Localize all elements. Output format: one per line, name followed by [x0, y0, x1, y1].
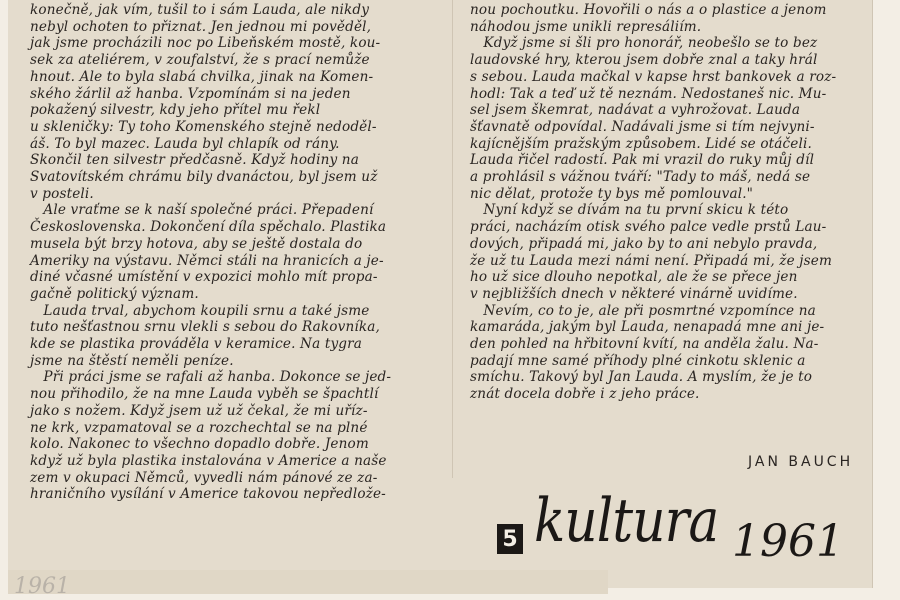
masthead-title: kultura — [534, 486, 719, 556]
article-line: u skleničky: Ty toho Komenského stejně nedoděl- — [30, 118, 377, 135]
article-line: kamaráda, jakým byl Lauda, nenapadá mne ani je- — [470, 319, 825, 336]
article-line: Svatovítském chrámu bily dvanáctou, byl jsem už — [30, 169, 378, 186]
article-line: Lauda trval, abychom koupili srnu a také jsme — [30, 302, 370, 319]
author-signature: JAN BAUCH — [748, 454, 854, 470]
article-line: kajícnějším pražským způsobem. Lidé se otáčeli. — [470, 135, 812, 152]
article-line: jsme na štěstí neměli peníze. — [30, 352, 234, 369]
article-line: konečně, jak vím, tušil to i sám Lauda, ale nikdy — [30, 2, 370, 18]
article-line: nou přihodilo, že na mne Lauda vyběh se špachtlí — [30, 386, 379, 403]
article-line: tuto nešťastnou srnu vlekli s sebou do Rakovníka, — [30, 319, 380, 336]
article-line: sel jsem škemrat, nadávat a vyhrožovat. Lauda — [470, 102, 801, 119]
article-line: dových, připadá mi, jako by to ani nebylo pravda, — [470, 235, 818, 252]
masthead-year: 1961 — [732, 516, 844, 567]
article-line: zem v okupaci Němců, vyvedli nám pánové ze za- — [30, 469, 378, 486]
article-line: áš. To byl mazec. Lauda byl chlapík od rány. — [30, 135, 340, 152]
article-line: v nejbližších dnech v některé vinárně uvidíme. — [470, 285, 798, 302]
article-line: šťavnatě odpovídal. Nadávali jsme si tím nejvyni- — [470, 118, 815, 135]
article-line: hraničního vysílání v Americe takovou nepředlože- — [30, 486, 386, 503]
article-line: kde se plastika prováděla v keramice. Na tygra — [30, 336, 363, 353]
article-line: kolo. Nakonec to všechno dopadlo dobře. Jenom — [30, 436, 369, 453]
pencil-annotation: 1961 — [14, 574, 70, 599]
article-line: znát docela dobře i z jeho práce. — [470, 386, 700, 403]
article-line: sek za ateliérem, v zoufalství, že s prací nemůže — [30, 52, 370, 69]
article-line: Když jsme si šli pro honorář, neobešlo se to bez — [470, 35, 818, 52]
article-line: laudovské hry, kterou jsem dobře znal a taky hrál — [470, 52, 818, 69]
article-line: hodl: Tak a teď už tě neznám. Nedostaneš nic. Mu- — [470, 85, 827, 102]
article-line: Ameriky na výstavu. Němci stáli na hranicích a je- — [30, 252, 384, 269]
article-line: Při práci jsme se rafali až hanba. Dokonce se jed- — [30, 369, 392, 386]
article-line: jako s nožem. Když jsem už už čekal, že mi uříz- — [30, 402, 368, 419]
article-line: Lauda řičel radostí. Pak mi vrazil do ruky můj díl — [470, 152, 815, 169]
article-line: padají mne samé příhody plné cinkotu sklenic a — [470, 352, 806, 369]
article-line: Nyní když se dívám na tu první skicu k této — [470, 202, 789, 219]
article-line: práci, nacházím otisk svého palce vedle prstů Lau- — [470, 219, 827, 236]
article-line: nou pochoutku. Hovořili o nás a o plastice a jenom — [470, 2, 827, 18]
article-line: nebyl ochoten to přiznat. Jen jednou mi pověděl, — [30, 18, 372, 35]
article-line: ského žárlil až hanba. Vzpomínám si na jeden — [30, 85, 351, 102]
clipping-shadow — [8, 570, 608, 594]
article-column-left — [30, 0, 440, 503]
article-line: a prohlásil s vážnou tváří: "Tady to máš, nedá se — [470, 169, 811, 186]
article-line: Ale vraťme se k naší společné práci. Přepadení — [30, 202, 374, 219]
article-line: musela být brzy hotova, aby se ještě dostala do — [30, 235, 363, 252]
article-line: jak jsme procházili noc po Libeňském mostě, kou- — [30, 35, 381, 52]
article-line: smíchu. Takový byl Jan Lauda. A myslím, že je to — [470, 369, 813, 386]
column-divider — [452, 0, 453, 478]
article-line: Nevím, co to je, ale při posmrtné vzpomínce na — [470, 302, 816, 319]
article-line: náhodou jsme unikli represáliím. — [470, 18, 702, 35]
article-line: že už tu Lauda mezi námi není. Připadá mi, že jsem — [470, 252, 833, 269]
article-line: ho už sice dlouho nepotkal, ale že se přece jen — [470, 269, 798, 286]
issue-number-box: 5 — [497, 524, 523, 554]
article-line: den pohled na hřbitovní kvítí, na anděla žalu. Na- — [470, 336, 819, 353]
article-line: hnout. Ale to byla slabá chvilka, jinak na Komen- — [30, 68, 374, 85]
article-line: v posteli. — [30, 185, 94, 202]
article-line: gačně politický význam. — [30, 285, 199, 302]
article-line: diné včasné umístění v expozici mohlo mít propa- — [30, 269, 378, 286]
article-line: pokažený silvestr, kdy jeho přítel mu řekl — [30, 102, 321, 119]
article-line: Skončil ten silvestr předčasně. Když hodiny na — [30, 152, 359, 169]
article-line: s sebou. Lauda mačkal v kapse hrst bankovek a roz- — [470, 68, 837, 85]
article-line: nic dělat, protože ty bys mě pomlouval." — [470, 185, 754, 202]
article-column-right — [470, 0, 860, 403]
article-line: Československa. Dokončení díla spěchalo. Plastika — [30, 219, 387, 236]
article-line: když už byla plastika instalována v Americe a naše — [30, 452, 387, 469]
article-line: ne krk, vzpamatoval se a rozchechtal se na plné — [30, 419, 368, 436]
